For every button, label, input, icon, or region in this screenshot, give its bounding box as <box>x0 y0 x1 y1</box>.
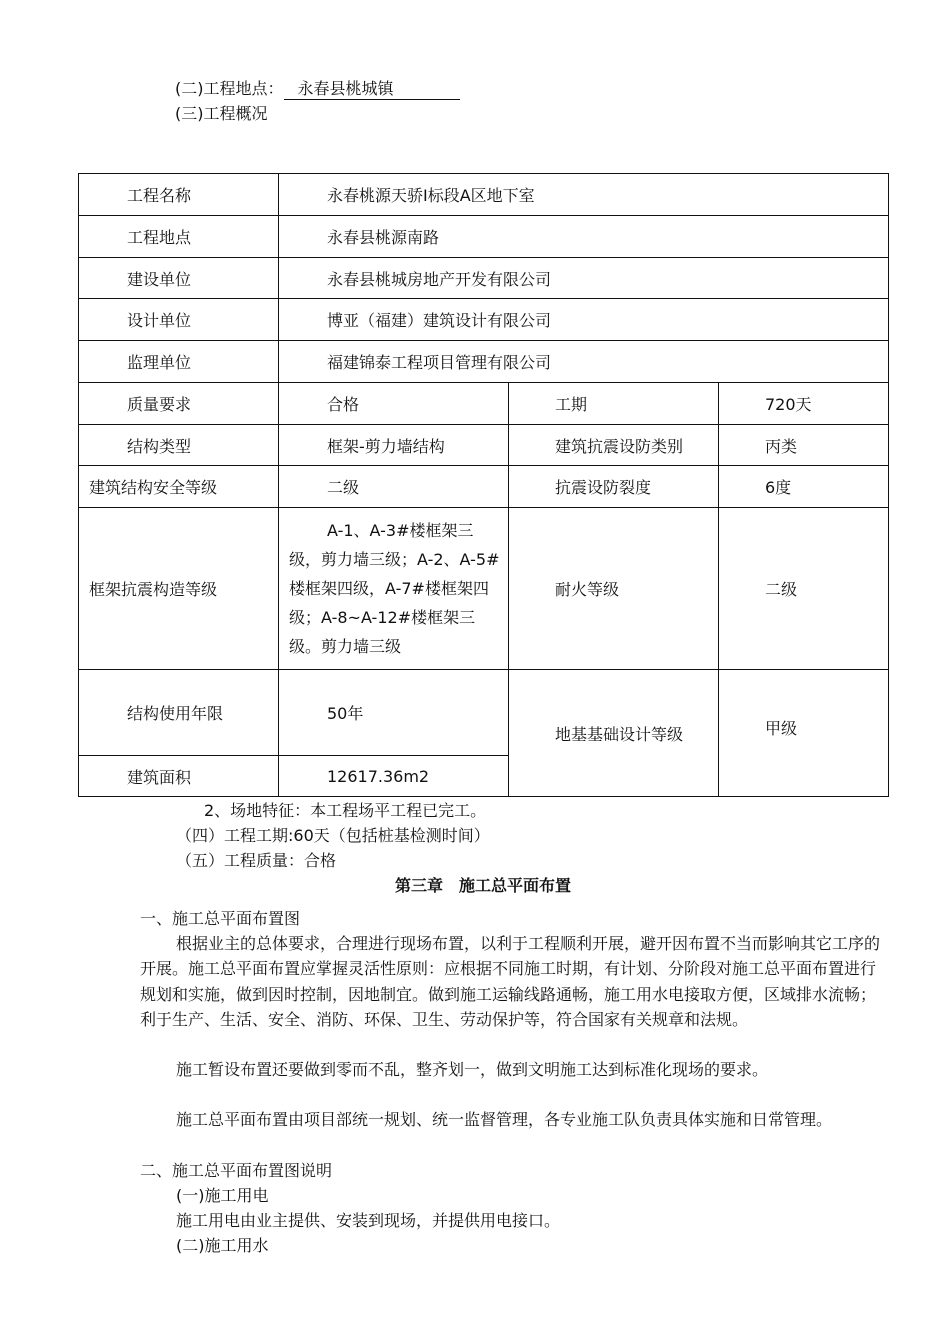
paragraph-1: 根据业主的总体要求，合理进行现场布置，以利于工程顺利开展，避开因布置不当而影响其它工序的开展。施工总平面布置应掌握灵活性原则：应根据不同施工时期，有计划、分阶段对施工总平面布置进行规划和实施，做到因时控制，因地制宜。做到施工运输线路通畅，施工用水电接取方便，区域排水流畅；利于生产、生活、安全、消防、环保、卫生、劳动保护等，符合国家有关规章和法规。 <box>140 934 881 1029</box>
site-line <box>175 76 460 100</box>
seismic-category-value: 丙类 <box>719 425 889 466</box>
area-label: 建筑面积 <box>79 756 279 797</box>
foundation-value: 甲级 <box>719 670 889 797</box>
frame-grade-value: A-1、A-3#楼框架三级，剪力墙三级；A-2、A-5#楼框架四级，A-7#楼框架四级；A-8~A-12#楼框架三级。剪力墙三级 <box>279 508 509 670</box>
supervisor-label: 监理单位 <box>79 341 279 383</box>
designer-value: 博亚（福建）建筑设计有限公司 <box>279 299 889 341</box>
table-row <box>79 174 889 216</box>
table-row <box>79 466 889 508</box>
project-info-table <box>78 173 889 797</box>
subsection1-text: 施工用电由业主提供、安装到现场，并提供用电接口。 <box>176 1211 561 1230</box>
table-row <box>79 670 889 756</box>
duration-label: 工期 <box>509 383 719 425</box>
quality-line: （五）工程质量：合格 <box>176 851 337 870</box>
location-label: 工程地点 <box>79 216 279 258</box>
frame-grade-label: 框架抗震构造等级 <box>79 508 279 670</box>
quality-label: 质量要求 <box>79 383 279 425</box>
foundation-label: 地基基础设计等级 <box>509 670 719 797</box>
owner-label: 建设单位 <box>79 258 279 299</box>
safety-label: 建筑结构安全等级 <box>79 466 279 508</box>
table-row <box>79 425 889 466</box>
project-name-value: 永春桃源天骄Ⅰ标段A区地下室 <box>279 174 889 216</box>
structure-value: 框架-剪力墙结构 <box>279 425 509 466</box>
table-row <box>79 383 889 425</box>
seismic-category-label: 建筑抗震设防类别 <box>509 425 719 466</box>
table-row <box>79 508 889 670</box>
designer-label: 设计单位 <box>79 299 279 341</box>
safety-value: 二级 <box>279 466 509 508</box>
site-label: (二)工程地点： <box>175 79 284 98</box>
subsection1-title: (一)施工用电 <box>176 1186 269 1205</box>
area-value: 12617.36m2 <box>279 756 509 797</box>
site-value: 永春县桃城镇 <box>284 76 460 100</box>
quality-value: 合格 <box>279 383 509 425</box>
fire-value: 二级 <box>719 508 889 670</box>
paragraph-3: 施工总平面布置由项目部统一规划、统一监督管理，各专业施工队负责具体实施和日常管理。 <box>176 1110 833 1129</box>
section2-title: 二、施工总平面布置图说明 <box>140 1161 333 1180</box>
section1-title: 一、施工总平面布置图 <box>140 909 301 928</box>
table-row <box>79 216 889 258</box>
owner-value: 永春县桃城房地产开发有限公司 <box>279 258 889 299</box>
subsection2-title: (二)施工用水 <box>176 1236 269 1255</box>
paragraph-2: 施工暂设布置还要做到零而不乱，整齐划一，做到文明施工达到标准化现场的要求。 <box>176 1060 769 1079</box>
life-label: 结构使用年限 <box>79 670 279 756</box>
seismic-intensity-label: 抗震设防裂度 <box>509 466 719 508</box>
table-row <box>79 341 889 383</box>
duration-value: 720天 <box>719 383 889 425</box>
table-row <box>79 299 889 341</box>
overview-heading: (三)工程概况 <box>175 104 268 123</box>
site-feature: 2、场地特征：本工程场平工程已完工。 <box>204 801 487 820</box>
project-name-label: 工程名称 <box>79 174 279 216</box>
fire-label: 耐火等级 <box>509 508 719 670</box>
life-value: 50年 <box>279 670 509 756</box>
location-value: 永春县桃源南路 <box>279 216 889 258</box>
table-row <box>79 258 889 299</box>
seismic-intensity-value: 6度 <box>719 466 889 508</box>
chapter-title: 第三章 施工总平面布置 <box>395 876 572 895</box>
period-line: （四）工程工期:60天（包括桩基检测时间） <box>176 826 490 845</box>
structure-label: 结构类型 <box>79 425 279 466</box>
supervisor-value: 福建锦泰工程项目管理有限公司 <box>279 341 889 383</box>
